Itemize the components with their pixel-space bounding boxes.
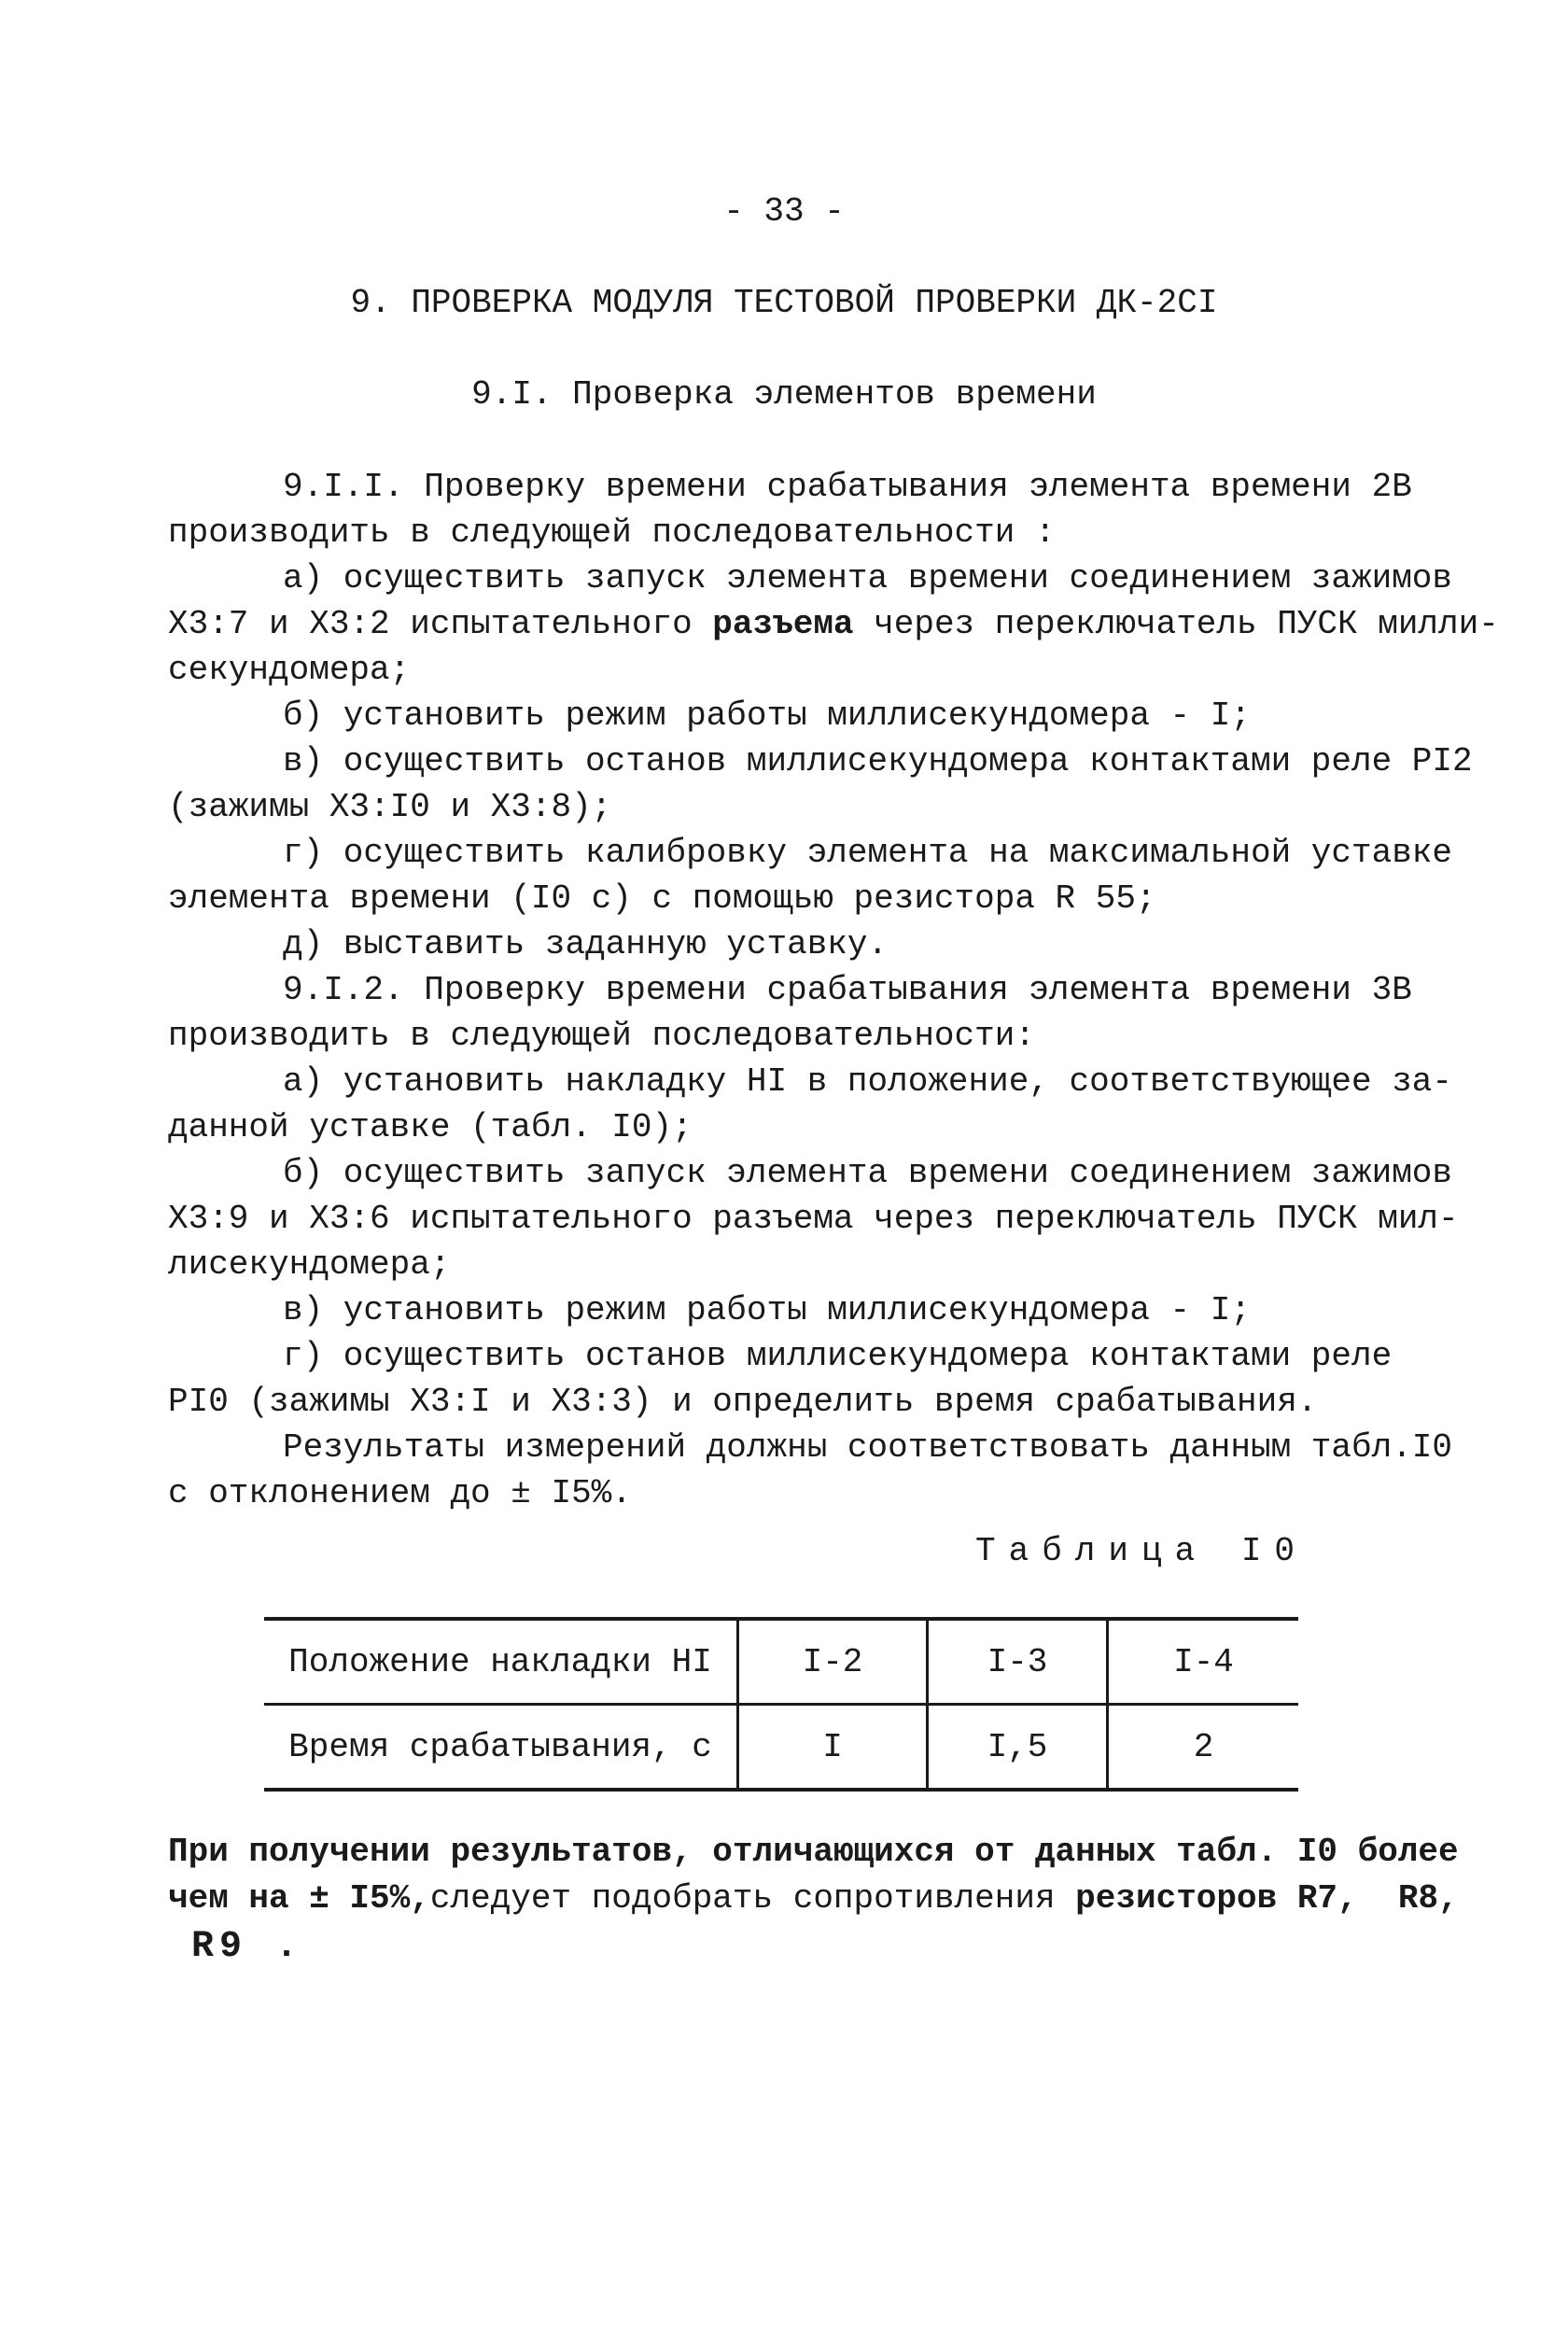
note-line: R9 . bbox=[191, 1926, 304, 1968]
paragraph-line: в) установить режим работы миллисекундомера - I; bbox=[283, 1291, 1251, 1329]
paragraph-line: данной уставке (табл. I0); bbox=[168, 1108, 693, 1146]
paragraph-line: секундомера; bbox=[168, 651, 411, 689]
paragraph-line: (зажимы Х3:I0 и Х3:8); bbox=[168, 788, 612, 826]
note-line bbox=[168, 1878, 1459, 1919]
paragraph-line: г) осуществить останов миллисекундомера контактами реле bbox=[283, 1337, 1393, 1375]
paragraph-line: лисекундомера; bbox=[168, 1245, 451, 1284]
bold-text-run: чем на ± I5%, bbox=[168, 1879, 430, 1918]
table-caption: Таблица I0 bbox=[975, 1532, 1309, 1570]
paragraph-line: а) осуществить запуск элемента времени соединением зажимов bbox=[283, 559, 1453, 597]
paragraph-line: а) установить накладку НI в положение, соответствующее за- bbox=[283, 1062, 1453, 1101]
table-cell: Время срабатывания, с bbox=[288, 1727, 712, 1766]
page-number: - 33 - bbox=[723, 192, 845, 231]
paragraph-line: Х3:9 и Х3:6 испытательного разъема через переключатель ПУСК мил- bbox=[168, 1200, 1459, 1238]
table-cell: I,5 bbox=[928, 1705, 1108, 1791]
bold-text-run: При получении результатов, отличающихся от данных табл. I0 более bbox=[168, 1833, 1459, 1871]
table-cell: Положение накладки НI bbox=[264, 1619, 738, 1705]
paragraph-line: г) осуществить калибровку элемента на максимальной уставке bbox=[283, 834, 1453, 872]
paragraph-line: РI0 (зажимы Х3:I и Х3:3) и определить время срабатывания. bbox=[168, 1383, 1318, 1421]
paragraph-line: б) установить режим работы миллисекундомера - I; bbox=[283, 696, 1251, 735]
paragraph-line: Результаты измерений должны соответствовать данным табл.I0 bbox=[283, 1428, 1453, 1467]
table-cell: I bbox=[738, 1705, 928, 1791]
paragraph-line: элемента времени (I0 с) с помощью резистора R 55; bbox=[168, 879, 1156, 918]
paragraph-line: б) осуществить запуск элемента времени соединением зажимов bbox=[283, 1154, 1453, 1192]
bold-text-run: резисторов bbox=[1075, 1879, 1278, 1918]
text-run: Х3:7 и Х3:2 испытательного bbox=[168, 605, 713, 643]
note-line bbox=[168, 1832, 1459, 1873]
table-cell: 2 bbox=[1108, 1705, 1299, 1791]
text-run: через переключатель ПУСК милли- bbox=[853, 605, 1499, 643]
table-row bbox=[264, 1705, 1298, 1791]
table-cell: I-3 bbox=[928, 1619, 1108, 1705]
paragraph-line: с отклонением до ± I5%. bbox=[168, 1474, 632, 1512]
text-run: следует подобрать сопротивления bbox=[429, 1879, 1076, 1918]
paragraph-line: 9.I.I. Проверку времени срабатывания элемента времени 2В bbox=[283, 468, 1412, 506]
paragraph-line: д) выставить заданную уставку. bbox=[283, 925, 889, 963]
bold-text-run: разъема bbox=[712, 605, 854, 643]
paragraph-line bbox=[168, 604, 1499, 645]
table-header-row bbox=[264, 1619, 1298, 1705]
table-cell: I-4 bbox=[1108, 1619, 1299, 1705]
section-heading: 9. ПРОВЕРКА МОДУЛЯ ТЕСТОВОЙ ПРОВЕРКИ ДК-2СI bbox=[350, 284, 1218, 322]
table-10 bbox=[264, 1617, 1298, 1792]
paragraph-line: производить в следующей последовательности: bbox=[168, 1017, 1035, 1055]
bold-text-run: R7, R8, bbox=[1277, 1879, 1459, 1918]
paragraph-line: производить в следующей последовательности : bbox=[168, 513, 1056, 552]
table-cell: I-2 bbox=[738, 1619, 928, 1705]
paragraph-line: 9.I.2. Проверку времени срабатывания элемента времени 3В bbox=[283, 971, 1412, 1009]
subsection-heading: 9.I. Проверка элементов времени bbox=[471, 375, 1097, 414]
paragraph-line: в) осуществить останов миллисекундомера контактами реле РI2 bbox=[283, 742, 1473, 780]
